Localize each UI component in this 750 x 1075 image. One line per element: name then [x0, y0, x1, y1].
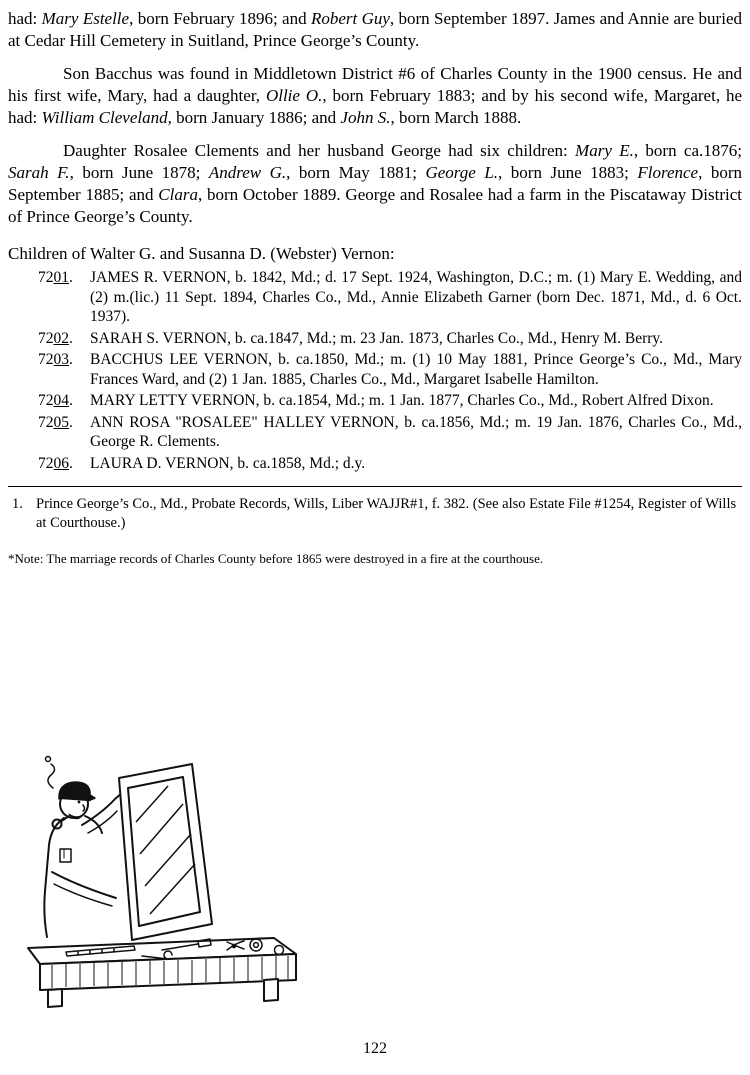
child-entry-number: 7205. [38, 413, 73, 431]
workshop-illustration [22, 752, 312, 1012]
paragraph-bacchus: Son Bacchus was found in Middletown District #6 of Charles County in the 1900 census. He and his first wife, Mary, had a daughter, Ollie O., born February 1883; and by his second wife, Margaret, he had: William Cleveland, born January 1886; and John S., born March 1888. [8, 64, 742, 127]
child-entry-number: 7206. [38, 454, 73, 472]
child-entry-text: JAMES R. VERNON, b. 1842, Md.; d. 17 Sept. 1924, Washington, D.C.; m. (1) Mary E. Wedding, and (2) m.(lic.) 11 Sept. 1894, Charles Co., Md., Annie Elizabeth Garner (born Dec. 1871, Md., d. 6 Oct. 1937). [90, 269, 742, 325]
workshop-illustration-svg [22, 752, 312, 1010]
child-entry [38, 329, 742, 349]
child-entry-number: 7204. [38, 392, 73, 409]
page-number: 122 [363, 1040, 387, 1057]
footnote-text: Prince George’s Co., Md., Probate Records, Wills, Liber WAJJR#1, f. 382. (See also Estate File #1254, Register of Wills at Courthouse.) [36, 496, 737, 531]
child-entry [38, 391, 742, 411]
pipe-smoke [46, 757, 55, 789]
children-list-heading: Children of Walter G. and Susanna D. (Webster) Vernon: [8, 244, 395, 263]
marriage-records-note: *Note: The marriage records of Charles County before 1865 were destroyed in a fire at the courthouse. [8, 551, 544, 566]
child-entry [38, 454, 742, 474]
footnote-rule [8, 486, 742, 487]
footnote-number: 1. [12, 496, 23, 512]
child-entry-number: 7201. [38, 269, 73, 286]
child-entry-text: BACCHUS LEE VERNON, b. ca.1850, Md.; m. (1) 10 May 1881, Prince George’s Co., Md., Mary Frances Ward, and (2) 1 Jan. 1885, Charles Co., Md., Margaret Isabelle Hamilton. [90, 351, 742, 388]
child-entry [38, 413, 742, 452]
children-list [38, 268, 742, 473]
child-entry-text: ANN ROSA "ROSALEE" HALLEY VERNON, b. ca.1856, Md.; m. 19 Jan. 1876, Charles Co., Md., George R. Clements. [90, 413, 742, 450]
child-entry-text: LAURA D. VERNON, b. ca.1858, Md.; d.y. [90, 454, 366, 472]
footnote [12, 495, 738, 533]
child-entry [38, 268, 742, 327]
child-entry-text: SARAH S. VERNON, b. ca.1847, Md.; m. 23 Jan. 1873, Charles Co., Md., Henry M. Berry. [90, 329, 664, 347]
paragraph-rosalee: Daughter Rosalee Clements and her husband George had six children: Mary E., born ca.1876; Sarah F., born June 1878; Andrew G., born May 1881; George L., born June 1883; Florence, born September 1885; and Clara, born October 1889. George and Rosalee had a farm in the Piscataway District of Prince George’s County. [8, 141, 743, 226]
child-entry-number: 7203. [38, 351, 73, 368]
paragraph-james-children: had: Mary Estelle, born February 1896; and Robert Guy, born September 1897. James and Annie are buried at Cedar Hill Cemetery in Suitland, Prince George’s County. [8, 9, 742, 50]
man-figure [44, 782, 123, 937]
child-entry-number: 7202. [38, 329, 73, 347]
workbench [28, 938, 296, 1007]
child-entry [38, 350, 742, 389]
mirror-frame [119, 764, 212, 940]
child-entry-text: MARY LETTY VERNON, b. ca.1854, Md.; m. 1 Jan. 1877, Charles Co., Md., Robert Alfred Dixon. [90, 392, 714, 409]
